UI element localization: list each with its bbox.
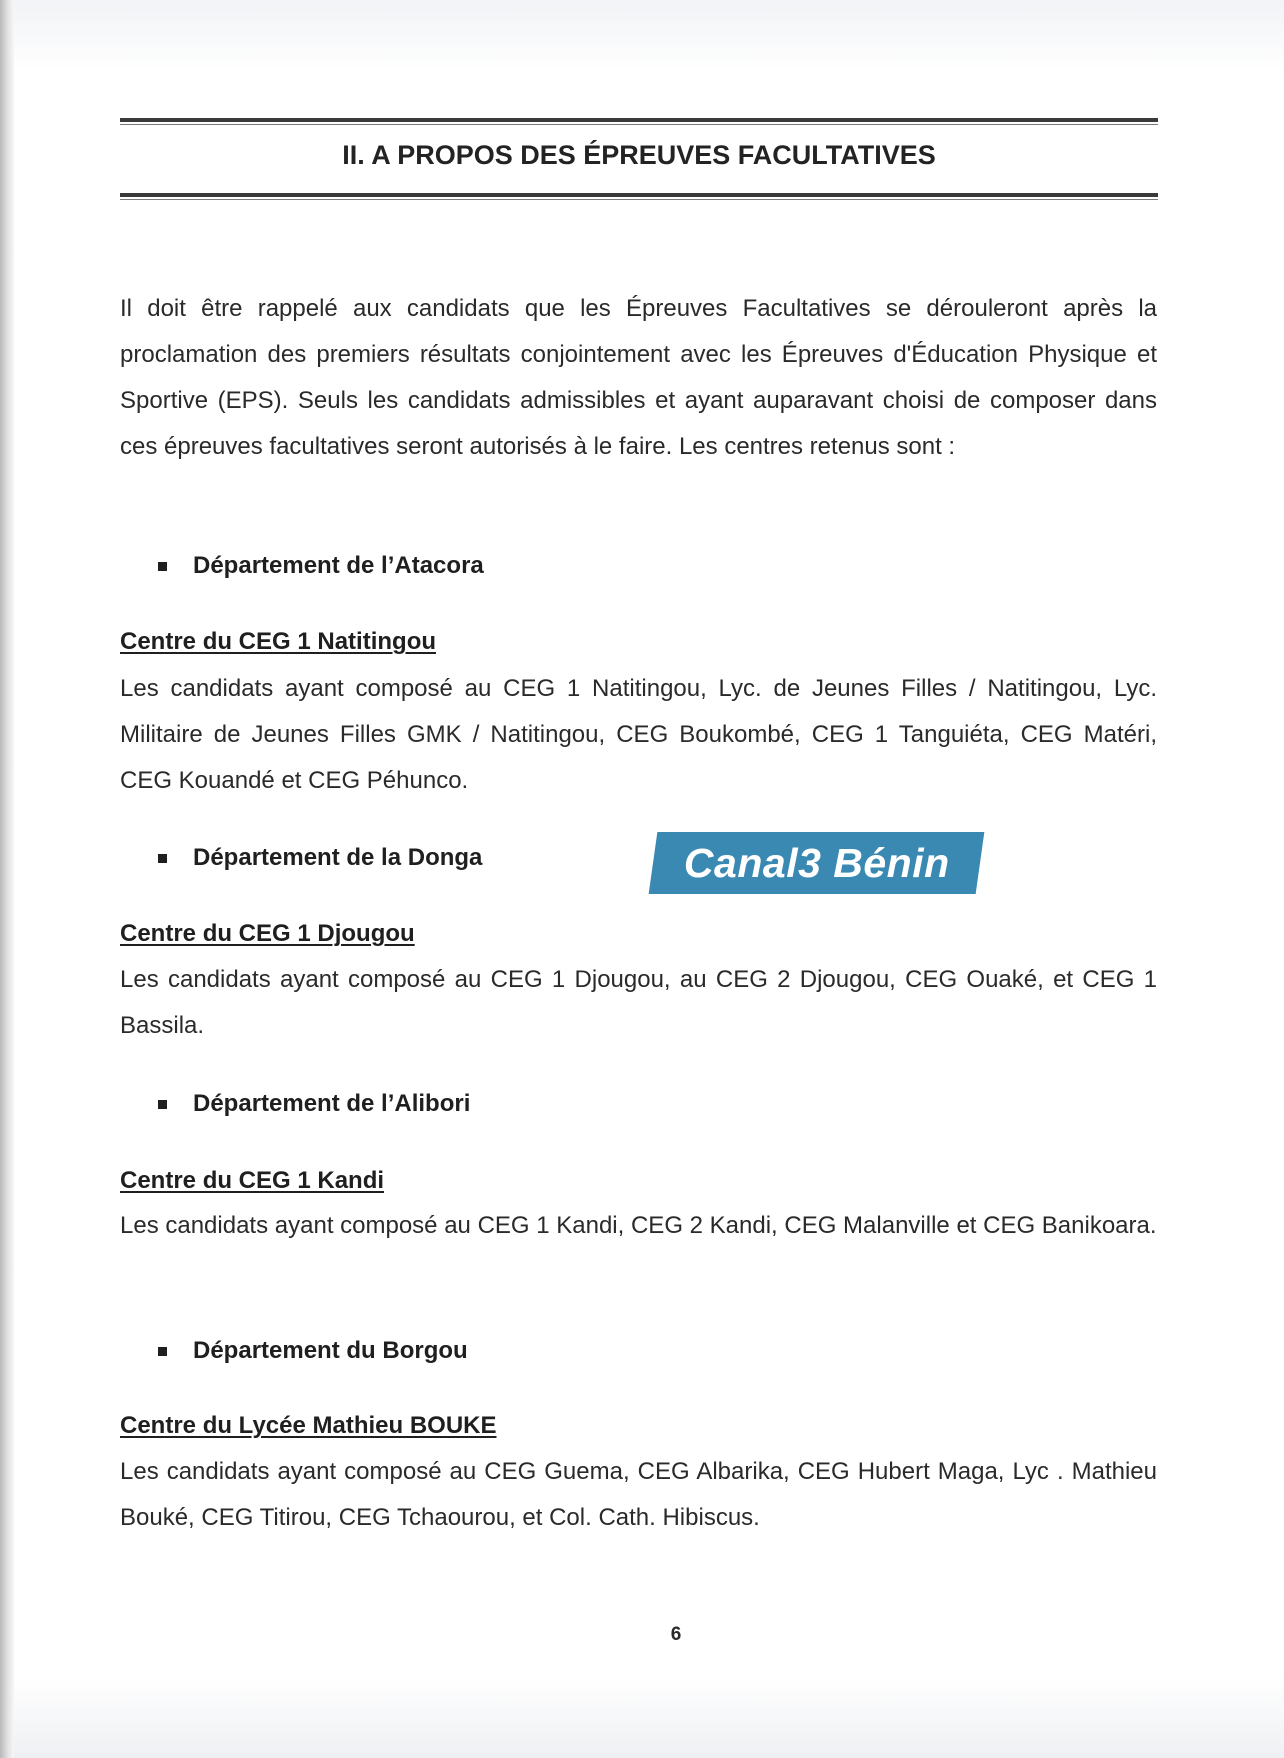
center-text-borgou: Les candidats ayant composé au CEG Guema, CEG Albarika, CEG Hubert Maga, Lyc . Mathieu Bouké, CEG Titirou, CEG Tchaourou, et Col. Cath. Hibiscus. [120, 1458, 1157, 1531]
section-rule-bottom [120, 193, 1158, 200]
center-text-donga: Les candidats ayant composé au CEG 1 Djougou, au CEG 2 Djougou, CEG Ouaké, et CEG 1 Bassila. [120, 966, 1157, 1039]
square-bullet-icon [158, 1347, 167, 1356]
department-heading-donga [158, 844, 482, 872]
page-top-shade [14, 0, 1284, 70]
department-heading-atacora [158, 552, 484, 580]
center-title-atacora: Centre du CEG 1 Natitingou [120, 628, 437, 655]
department-name: Département du Borgou [193, 1337, 468, 1364]
department-name: Département de l’Alibori [193, 1090, 471, 1117]
department-name: Département de l’Atacora [193, 552, 484, 579]
center-text-alibori: Les candidats ayant composé au CEG 1 Kandi, CEG 2 Kandi, CEG Malanville et CEG Banikoara. [120, 1212, 1157, 1239]
department-heading-borgou [158, 1337, 468, 1365]
center-title-borgou: Centre du Lycée Mathieu BOUKE [120, 1412, 497, 1439]
page-bottom-shade [14, 1678, 1284, 1758]
center-title-alibori: Centre du CEG 1 Kandi [120, 1167, 385, 1194]
section-rule-top [120, 118, 1158, 125]
center-title-donga: Centre du CEG 1 Djougou [120, 920, 415, 947]
department-heading-alibori [158, 1090, 470, 1118]
center-text-atacora: Les candidats ayant composé au CEG 1 Natitingou, Lyc. de Jeunes Filles / Natitingou, Lyc. Militaire de Jeunes Filles GMK / Natitingou, CEG Boukombé, CEG 1 Tanguiéta, CEG Matéri, CEG Kouandé et CEG Péhunco. [120, 675, 1157, 794]
intro-paragraph: Il doit être rappelé aux candidats que les Épreuves Facultatives se dérouleront après la proclamation des premiers résultats conjointement avec les Épreuves d'Éducation Physique et Sportive (EPS). Seuls les candidats admissibles et ayant auparavant choisi de composer dans ces épreuves facultatives seront autorisés à le faire. Les centres retenus sont : [120, 295, 1157, 460]
square-bullet-icon [158, 1100, 167, 1109]
watermark-logo [649, 832, 985, 894]
square-bullet-icon [158, 562, 167, 571]
page-number: 6 [670, 1624, 682, 1645]
watermark-text: Canal3 Bénin [683, 839, 950, 886]
square-bullet-icon [158, 854, 167, 863]
page-left-edge [0, 0, 14, 1758]
section-title: II. A PROPOS DES ÉPREUVES FACULTATIVES [342, 140, 936, 170]
department-name: Département de la Donga [193, 844, 483, 871]
